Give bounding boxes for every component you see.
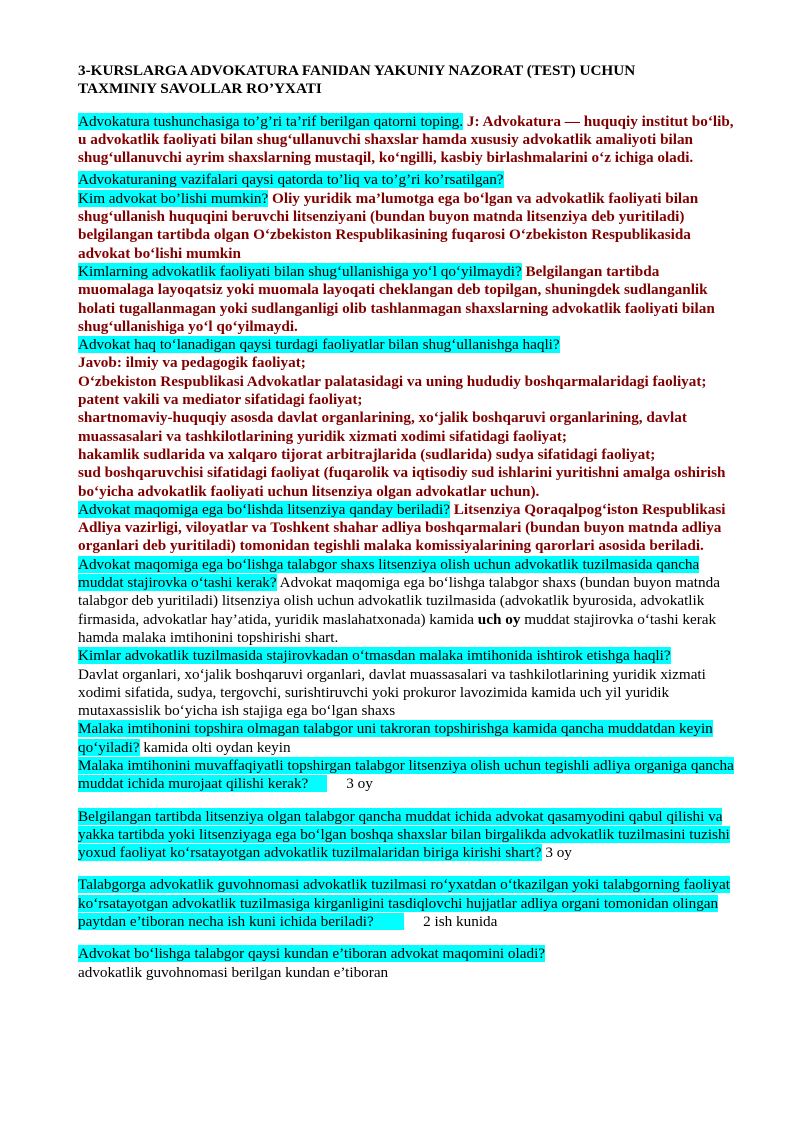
qa-item-4 <box>78 263 738 336</box>
document-title <box>78 62 738 99</box>
question-2: Advokaturaning vazifalari qaysi qatorda to’liq va to’g’ri ko’rsatilgan? <box>78 171 504 189</box>
answer-3: Oliy yuridik ma’lumotga ega bo‘lgan va advokatlik faoliyati bilan shug‘ullanish huquqini beruvchi litsenziyani (bundan buyon matnda litsenziya deb yuritiladi) belgilangan tartibda olgan O‘zbekiston Respublikasining fuqarosi O‘zbekiston Respublikasida advokat bo‘lishi mumkin <box>78 189 699 262</box>
answer-5-line-3: patent vakili va mediator sifatidagi faoliyat; <box>78 391 363 409</box>
qa-item-11 <box>78 808 738 863</box>
question-5: Advokat haq to‘lanadigan qaysi turdagi faoliyatlar bilan shug‘ullanishga haqli? <box>78 336 560 354</box>
document-page <box>78 62 738 982</box>
qa-item-12 <box>78 876 738 931</box>
answer-5-line-4: shartnomaviy-huquqiy asosda davlat organlarining, xo‘jalik boshqaruvi organlarining, davlat muassasalari va tashkilotlarining yuridik xizmati xodimi sifatidagi faoliyat; <box>78 409 687 445</box>
answer-9: kamida olti oydan keyin <box>139 738 291 756</box>
question-6: Advokat maqomiga ega bo‘lishda litsenziya qanday beriladi? <box>78 500 450 518</box>
answer-5-line-5: hakamlik sudlarida va xalqaro tijorat arbitrajlarida (sudlarida) sudya sifatidagi faoliyat; <box>78 445 656 463</box>
question-8: Kimlar advokatlik tuzilmasida stajirovkadan o‘tmasdan malaka imtihonida ishtirok etishga haqli? <box>78 647 671 665</box>
answer-5-line-2: O‘zbekiston Respublikasi Advokatlar palatasidagi va uning hududiy boshqarmalaridagi faoliyat; <box>78 372 707 390</box>
answer-8: Davlat organlari, xo‘jalik boshqaruvi organlari, davlat muassasalari va tashkilotlarining yuridik xizmati xodimi sifatida, sudya, tergovchi, surishtiruvchi yoki prokuror lavozimida kamida uch yil yuridik mutaxassislik bo‘yicha ish stajiga ega bo‘lgan shaxs <box>78 665 706 720</box>
qa-item-10 <box>78 757 738 794</box>
qa-item-8 <box>78 647 738 665</box>
answer-10: 3 oy <box>327 775 373 793</box>
qa-item-9 <box>78 720 738 757</box>
title-line-2: TAXMINIY SAVOLLAR RO’YXATI <box>78 80 322 98</box>
answer-5-line-6: sud boshqaruvchisi sifatidagi faoliyat (fuqarolik va iqtisodiy sud ishlarini yuritishni amalga oshirish bo‘yicha advokatlik faoliyati uchun litsenziya olgan advokatlar uchun). <box>78 464 726 500</box>
qa-item-13 <box>78 945 738 963</box>
answer-6: Litsenziya Qoraqalpog‘iston Respublikasi Adliya vazirligi, viloyatlar va Toshkent shahar adliya boshqarmalari (bundan buyon matnda adliya organlari deb yuritiladi) tomonidan tegishli malaka komissiyalarining qarorlari asosida beriladi. <box>78 500 726 555</box>
qa-item-7 <box>78 556 738 647</box>
answer-7-post: muddat stajirovka o‘tashi kerak hamda malaka imtihonini topshirishi shart. <box>78 610 717 646</box>
question-3: Kim advokat bo’lishi mumkin? <box>78 189 269 207</box>
question-11: Belgilangan tartibda litsenziya olgan talabgor qancha muddat ichida advokat qasamyodini qabul qilishi va yakka tartibda yoki litsenziyaga ega bo‘lgan boshqa shaxslar bilan birgalikda advokatlik tuzilmasini tuzishi yoxud faoliyat ko‘rsatayotgan advokatlik tuzilmalaridan biriga kirishi shart? <box>78 807 730 862</box>
qa-item-6 <box>78 501 738 556</box>
question-7: Advokat maqomiga ega bo‘lishga talabgor shaxs litsenziya olish uchun advokatlik tuzilmasida qancha muddat stajirovka o‘tashi kerak? <box>78 555 700 592</box>
question-9: Malaka imtihonini topshira olmagan talabgor uni takroran topshirishga kamida qancha muddatdan keyin qo‘yiladi? <box>78 720 713 756</box>
qa-item-1 <box>78 113 738 168</box>
title-line-1: 3-KURSLARGA ADVOKATURA FANIDAN YAKUNIY NAZORAT (TEST) UCHUN <box>78 62 636 79</box>
qa-item-2 <box>78 171 738 189</box>
answer-4: Belgilangan tartibda muomalaga layoqatsiz yoki muomala layoqati cheklangan deb topilgan, shuningdek sudlanganlik holati tugallanmagan yoki sudlanganligi olib tashlanmagan shaxslarning advokatlik faoliyati bilan shug‘ullanishiga yo‘l qo‘yilmaydi. <box>78 262 715 335</box>
question-10-text: Malaka imtihonini muvaffaqiyatli topshirgan talabgor litsenziya olish uchun tegishli adliya organiga qancha muddat ichida murojaat qilishi kerak? <box>78 756 734 793</box>
answer-7-pre: Advokat maqomiga ega bo‘lishga talabgor shaxs (bundan buyon matnda talabgor deb yuritiladi) litsenziya olish uchun advokatlik tuzilmasida (advokatlik byurosida, advokatlik firmasida, advokatlar hay’atida, yuridik maslahatxonada) kamida <box>78 574 720 628</box>
question-13: Advokat bo‘lishga talabgor qaysi kundan e’tiboran advokat maqomini oladi? <box>78 945 546 963</box>
answer-7-bold: uch oy <box>477 610 521 628</box>
answer-12: 2 ish kunida <box>404 913 498 931</box>
question-10-pad <box>308 775 327 792</box>
question-12-pad <box>374 913 404 930</box>
answer-1: J: Advokatura — huquqiy institut bo‘lib, u advokatlik faoliyati bilan shug‘ullanuvchi shaxslar hamda xususiy advokatlik amaliyoti bilan shug‘ullanuvchi ayrim shaxslarning mustaqil, ko‘ngilli, kasbiy birlashmalarini o‘z ichiga oladi. <box>78 112 734 167</box>
qa-item-5 <box>78 336 738 354</box>
answer-11: 3 oy <box>541 844 572 862</box>
qa-item-3 <box>78 190 738 263</box>
answer-5-line-1: Javob: ilmiy va pedagogik faoliyat; <box>78 354 306 372</box>
question-1: Advokatura tushunchasiga to’g’ri ta’rif berilgan qatorni toping. <box>78 112 464 130</box>
question-10 <box>78 757 734 792</box>
question-12-text: Talabgorga advokatlik guvohnomasi advokatlik tuzilmasi ro‘yxatdan o‘tkazilgan yoki talabgorning faoliyat ko‘rsatayotgan advokatlik tuzilmasiga kirganligini tasdiqlovchi hujjatlar adliya organi tomonidan olingan paytdan e’tiboran necha ish kuni ichida beriladi? <box>78 876 730 931</box>
answer-13: advokatlik guvohnomasi berilgan kundan e’tiboran <box>78 963 389 981</box>
question-4: Kimlarning advokatlik faoliyati bilan shug‘ullanishiga yo‘l qo‘yilmaydi? <box>78 262 522 280</box>
